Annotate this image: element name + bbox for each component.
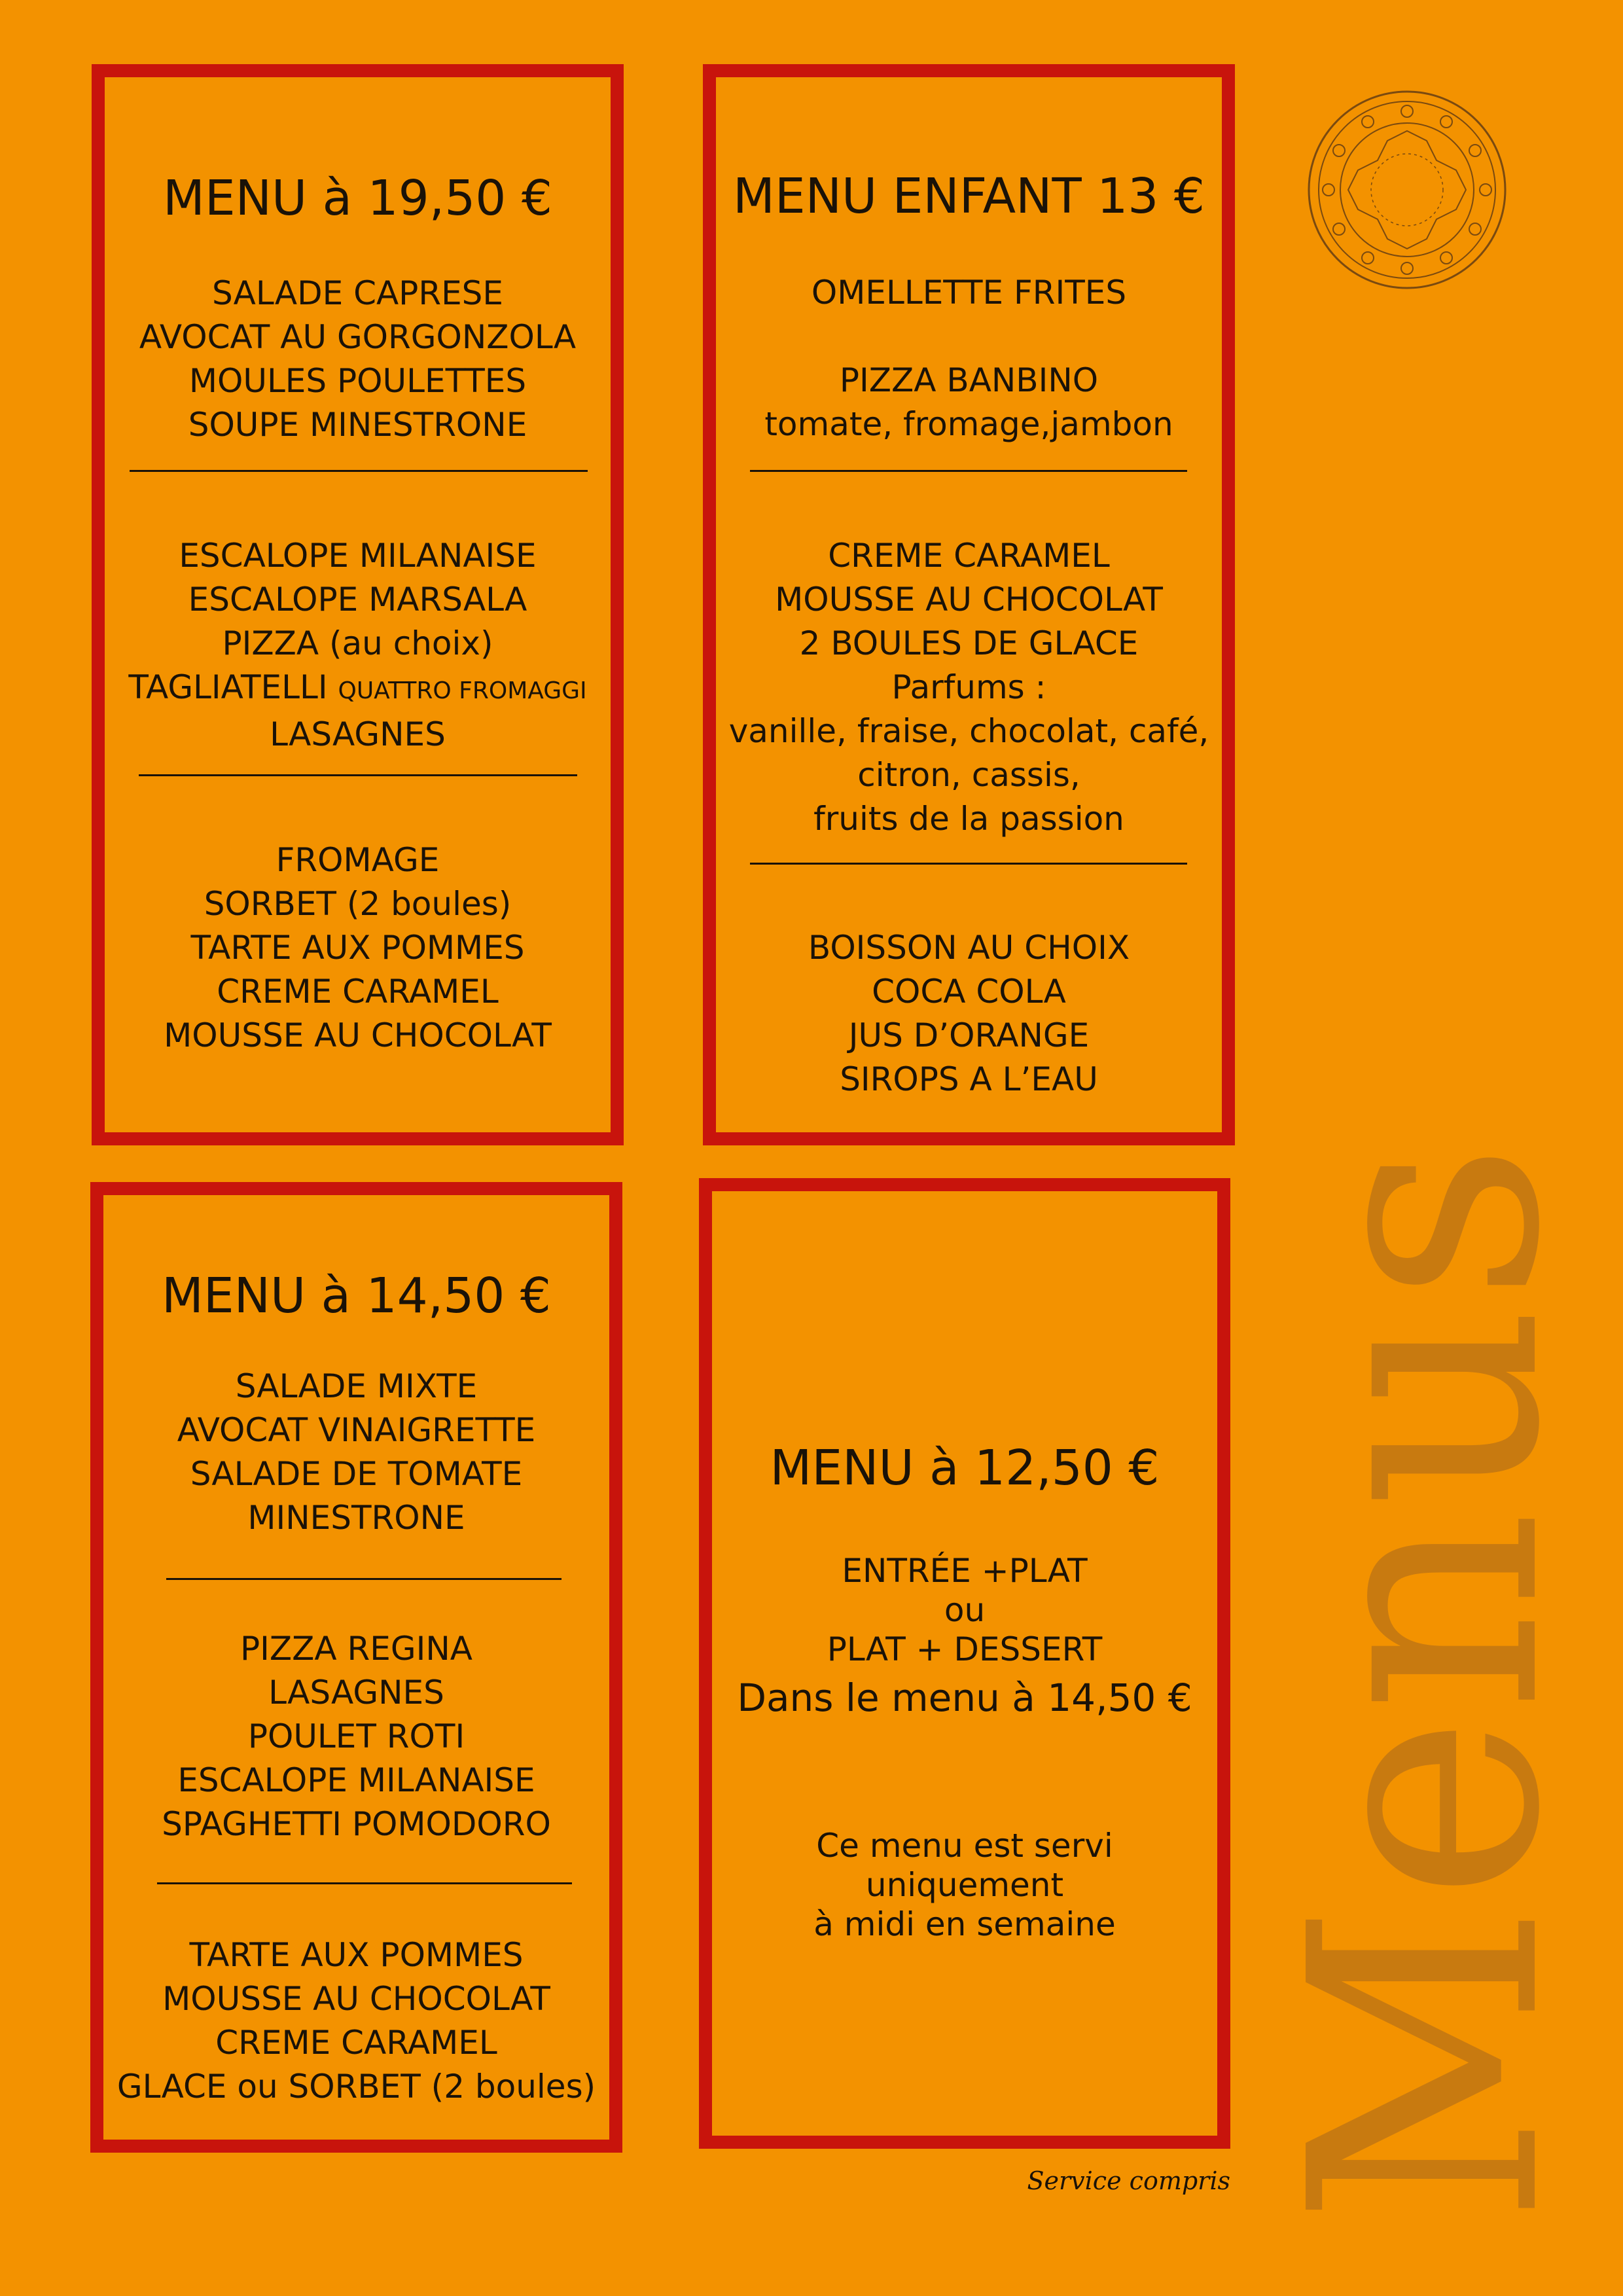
formula-note: Dans le menu à 14,50 € xyxy=(737,1676,1192,1720)
list-item: MINESTRONE xyxy=(247,1499,465,1537)
list-item: citron, cassis, xyxy=(857,756,1080,794)
mains-list xyxy=(105,534,611,757)
list-item: vanille, fraise, chocolat, café, xyxy=(728,712,1209,750)
list-item: AVOCAT AU GORGONZOLA xyxy=(139,318,577,356)
menu-title: MENU ENFANT 13 € xyxy=(733,168,1205,224)
list-item: GLACE ou SORBET (2 boules) xyxy=(116,2068,596,2106)
list-item: PIZZA BANBINO xyxy=(839,361,1099,399)
list-item: POULET ROTI xyxy=(247,1717,465,1755)
list-item: SALADE MIXTE xyxy=(235,1367,478,1405)
list-item xyxy=(105,666,611,713)
list-item: BOISSON AU CHOIX xyxy=(808,929,1130,967)
list-item: ESCALOPE MARSALA xyxy=(188,581,527,619)
list-item: PIZZA REGINA xyxy=(240,1630,473,1668)
list-item: à midi en semaine xyxy=(813,1905,1116,1943)
menu-title: MENU à 19,50 € xyxy=(163,170,552,226)
service-note: Service compris xyxy=(1027,2166,1230,2195)
list-item: ENTRÉE +PLAT xyxy=(842,1552,1088,1590)
list-item: LASAGNES xyxy=(268,1674,444,1712)
list-item: MOULES POULETTES xyxy=(188,362,527,400)
menu-title: MENU à 12,50 € xyxy=(770,1440,1160,1496)
list-item: MOUSSE AU CHOCOLAT xyxy=(775,581,1163,619)
menu-card-1250 xyxy=(699,1178,1230,2149)
list-item: CREME CARAMEL xyxy=(215,2024,497,2062)
list-item: SIROPS A L’EAU xyxy=(840,1060,1098,1098)
list-item: CREME CARAMEL xyxy=(217,973,499,1011)
list-item: CREME CARAMEL xyxy=(828,537,1110,575)
list-item: fruits de la passion xyxy=(813,800,1124,838)
list-item: LASAGNES xyxy=(270,715,446,753)
formula-list xyxy=(712,1551,1217,1669)
list-item: tomate, fromage,jambon xyxy=(764,405,1173,443)
availability-note xyxy=(712,1826,1217,1944)
desserts-list xyxy=(105,838,611,1058)
divider xyxy=(750,863,1187,865)
seal-emblem-icon xyxy=(1306,88,1508,291)
list-item: MOUSSE AU CHOCOLAT xyxy=(164,1016,552,1054)
list-item: PIZZA (au choix) xyxy=(222,624,493,662)
list-item: SOUPE MINESTRONE xyxy=(188,406,527,444)
starters-list xyxy=(103,1365,609,1540)
list-item xyxy=(716,315,1222,359)
starters-list xyxy=(105,272,611,447)
list-item: PLAT + DESSERT xyxy=(827,1630,1103,1668)
list-item: SPAGHETTI POMODORO xyxy=(162,1805,551,1843)
menu-card-1950 xyxy=(92,64,624,1145)
divider xyxy=(139,774,577,776)
divider xyxy=(157,1882,572,1884)
list-item: COCA COLA xyxy=(872,973,1066,1011)
list-item: AVOCAT VINAIGRETTE xyxy=(177,1411,536,1449)
list-item: MOUSSE AU CHOCOLAT xyxy=(162,1980,550,2018)
divider xyxy=(166,1578,562,1580)
list-item: SALADE DE TOMATE xyxy=(190,1455,523,1493)
mains-list xyxy=(103,1627,609,1846)
desserts-list xyxy=(716,534,1222,841)
dish-name: TAGLIATELLI xyxy=(128,668,328,706)
menus-watermark: Menus xyxy=(1243,1138,1609,2225)
dish-variant: QUATTRO FROMAGGI xyxy=(338,677,587,704)
divider xyxy=(750,470,1187,472)
list-item: TARTE AUX POMMES xyxy=(189,1936,524,1974)
list-item: 2 BOULES DE GLACE xyxy=(799,624,1139,662)
list-item: ESCALOPE MILANAISE xyxy=(177,1761,535,1799)
list-item: TARTE AUX POMMES xyxy=(190,929,525,967)
list-item: FROMAGE xyxy=(276,841,440,879)
mains-list xyxy=(716,271,1222,446)
list-item: ou xyxy=(944,1591,986,1629)
list-item: JUS D’ORANGE xyxy=(848,1016,1090,1054)
menu-card-1450 xyxy=(90,1182,622,2153)
desserts-list xyxy=(103,1933,609,2109)
menu-card-enfant xyxy=(703,64,1235,1145)
menu-title: MENU à 14,50 € xyxy=(162,1268,551,1324)
list-item: SALADE CAPRESE xyxy=(212,274,503,312)
list-item: uniquement xyxy=(865,1866,1064,1904)
drinks-list xyxy=(716,926,1222,1102)
list-item: SORBET (2 boules) xyxy=(204,885,512,923)
list-item: ESCALOPE MILANAISE xyxy=(179,537,537,575)
divider xyxy=(130,470,588,472)
list-item: OMELLETTE FRITES xyxy=(811,274,1127,312)
list-item: Ce menu est servi xyxy=(816,1827,1113,1865)
list-item: Parfums : xyxy=(891,668,1046,706)
